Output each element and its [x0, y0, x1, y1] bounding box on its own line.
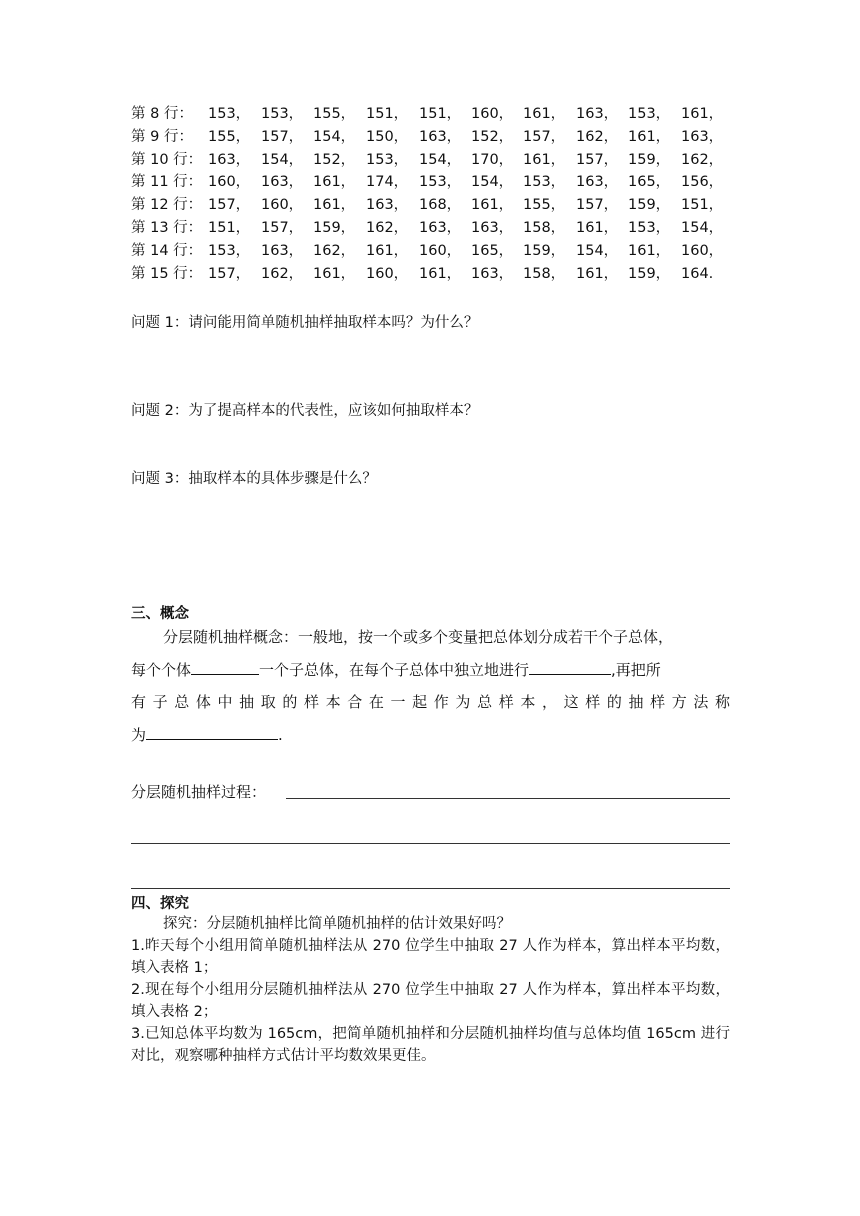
row-value: 161， [419, 265, 462, 282]
row-label: 第 12 行： [131, 197, 203, 214]
row-value: 155， [208, 128, 251, 145]
row-value: 160， [471, 106, 514, 122]
row-value: 163， [471, 219, 514, 236]
row-value: 151， [419, 106, 462, 122]
row-value: 157， [576, 197, 619, 214]
row-value: 161， [576, 219, 619, 236]
data-row [131, 263, 731, 286]
concept-line-1: 分层随机抽样概念：一般地，按一个或多个变量把总体划分成若干个子总体， [163, 628, 674, 646]
row-value: 174， [366, 174, 409, 191]
row-value: 157， [576, 151, 619, 168]
question-1: 问题 1：请问能用简单随机抽样抽取样本吗？为什么？ [131, 315, 479, 331]
row-value: 160， [681, 242, 724, 259]
row-value: 150， [366, 128, 409, 145]
blank-method-name[interactable] [146, 722, 278, 740]
row-value: 154， [313, 128, 356, 145]
row-value: 165， [471, 242, 514, 259]
row-value: 155， [313, 106, 356, 122]
row-value: 161， [313, 265, 356, 282]
explore-item-1: 1.昨天每个小组用简单随机抽样法从 270 位学生中抽取 27 人作为样本，算出样本平均数，填入表格 1； [131, 938, 730, 976]
concept-paragraph [131, 621, 730, 751]
row-value: 153， [628, 219, 671, 236]
row-label: 第 10 行： [131, 151, 203, 168]
row-label: 第 13 行： [131, 219, 203, 236]
row-value: 163， [681, 128, 724, 145]
row-value: 153， [366, 151, 409, 168]
row-value: 158， [523, 265, 566, 282]
row-value: 163， [419, 219, 462, 236]
row-value: 153， [523, 174, 566, 191]
concept-line-3: 有子总体中抽取的样本合在一起作为总样本，这样的抽样方法称 [131, 693, 730, 711]
row-value: 163， [261, 174, 304, 191]
row-value: 161， [628, 242, 671, 259]
row-value: 163， [261, 242, 304, 259]
row-value: 161， [681, 106, 724, 122]
row-value: 159， [628, 151, 671, 168]
row-value: 162， [313, 242, 356, 259]
row-value: 168， [419, 197, 462, 214]
row-value: 151， [366, 106, 409, 122]
section-title-concept: 三、概念 [131, 606, 189, 622]
row-value: 155， [523, 197, 566, 214]
data-row [131, 103, 731, 126]
row-value: 163， [576, 174, 619, 191]
row-value: 161， [471, 197, 514, 214]
row-value: 163， [208, 151, 251, 168]
data-row [131, 217, 731, 240]
row-value: 157， [523, 128, 566, 145]
row-label: 第 11 行： [131, 174, 203, 191]
row-value: 161， [576, 265, 619, 282]
explore-item-3: 3.已知总体平均数为 165cm，把简单随机抽样和分层随机抽样均值与总体均值 165cm 进行对比，观察哪种抽样方式估计平均数效果更佳。 [131, 1026, 730, 1064]
explore-content [131, 913, 730, 1067]
row-label: 第 15 行： [131, 265, 203, 282]
data-row [131, 171, 731, 194]
blank-belongs[interactable] [191, 657, 259, 675]
concept-line-2: 每个个体 一个子总体，在每个子总体中独立地进行 ,再把所 [131, 654, 730, 687]
row-value: 160， [419, 242, 462, 259]
row-value: 153， [208, 106, 251, 122]
process-answer-line-2[interactable] [131, 843, 730, 844]
row-value: 153， [261, 106, 304, 122]
row-value: 159， [628, 265, 671, 282]
row-value: 160， [261, 197, 304, 214]
row-value: 158， [523, 219, 566, 236]
row-value: 152， [471, 128, 514, 145]
row-label: 第 14 行： [131, 242, 203, 259]
row-value: 164. [681, 265, 714, 282]
data-row [131, 126, 731, 149]
row-value: 154， [681, 219, 724, 236]
row-value: 161， [313, 197, 356, 214]
row-value: 154， [576, 242, 619, 259]
row-value: 161， [523, 106, 566, 122]
row-value: 160， [208, 174, 251, 191]
row-value: 154， [261, 151, 304, 168]
height-data-rows [131, 103, 731, 285]
row-value: 153， [628, 106, 671, 122]
question-2: 问题 2：为了提高样本的代表性，应该如何抽取样本？ [131, 403, 479, 419]
row-value: 153， [419, 174, 462, 191]
section-title-explore: 四、探究 [131, 896, 189, 912]
row-label: 第 8 行： [131, 106, 193, 122]
row-value: 163， [471, 265, 514, 282]
row-value: 161， [628, 128, 671, 145]
data-row [131, 194, 731, 217]
explore-intro: 探究：分层随机抽样比简单随机抽样的估计效果好吗？ [163, 916, 511, 932]
question-3: 问题 3：抽取样本的具体步骤是什么？ [131, 471, 377, 487]
blank-sampling-method[interactable] [529, 657, 611, 675]
row-label: 第 9 行： [131, 128, 193, 145]
row-value: 157， [261, 128, 304, 145]
row-value: 160， [366, 265, 409, 282]
row-value: 162， [681, 151, 724, 168]
row-value: 162， [576, 128, 619, 145]
row-value: 162， [261, 265, 304, 282]
row-value: 159， [523, 242, 566, 259]
row-value: 161， [313, 174, 356, 191]
row-value: 162， [366, 219, 409, 236]
row-value: 170， [471, 151, 514, 168]
process-label: 分层随机抽样过程： [131, 783, 267, 801]
row-value: 157， [261, 219, 304, 236]
row-value: 165， [628, 174, 671, 191]
data-row [131, 149, 731, 172]
row-value: 163， [366, 197, 409, 214]
explore-item-2: 2.现在每个小组用分层随机抽样法从 270 位学生中抽取 27 人作为样本，算出样本平均数，填入表格 2； [131, 982, 730, 1020]
row-value: 157， [208, 265, 251, 282]
row-value: 151， [681, 197, 724, 214]
row-value: 157， [208, 197, 251, 214]
concept-line-4: 为 . [131, 719, 730, 752]
row-value: 151， [208, 219, 251, 236]
row-value: 163， [419, 128, 462, 145]
process-answer-line-1[interactable] [286, 798, 730, 799]
row-value: 161， [366, 242, 409, 259]
process-answer-line-3[interactable] [131, 888, 730, 889]
row-value: 156， [681, 174, 724, 191]
row-value: 154， [419, 151, 462, 168]
row-value: 159， [628, 197, 671, 214]
row-value: 161， [523, 151, 566, 168]
row-value: 153， [208, 242, 251, 259]
row-value: 152， [313, 151, 356, 168]
row-value: 154， [471, 174, 514, 191]
row-value: 163， [576, 106, 619, 122]
data-row [131, 240, 731, 263]
row-value: 159， [313, 219, 356, 236]
